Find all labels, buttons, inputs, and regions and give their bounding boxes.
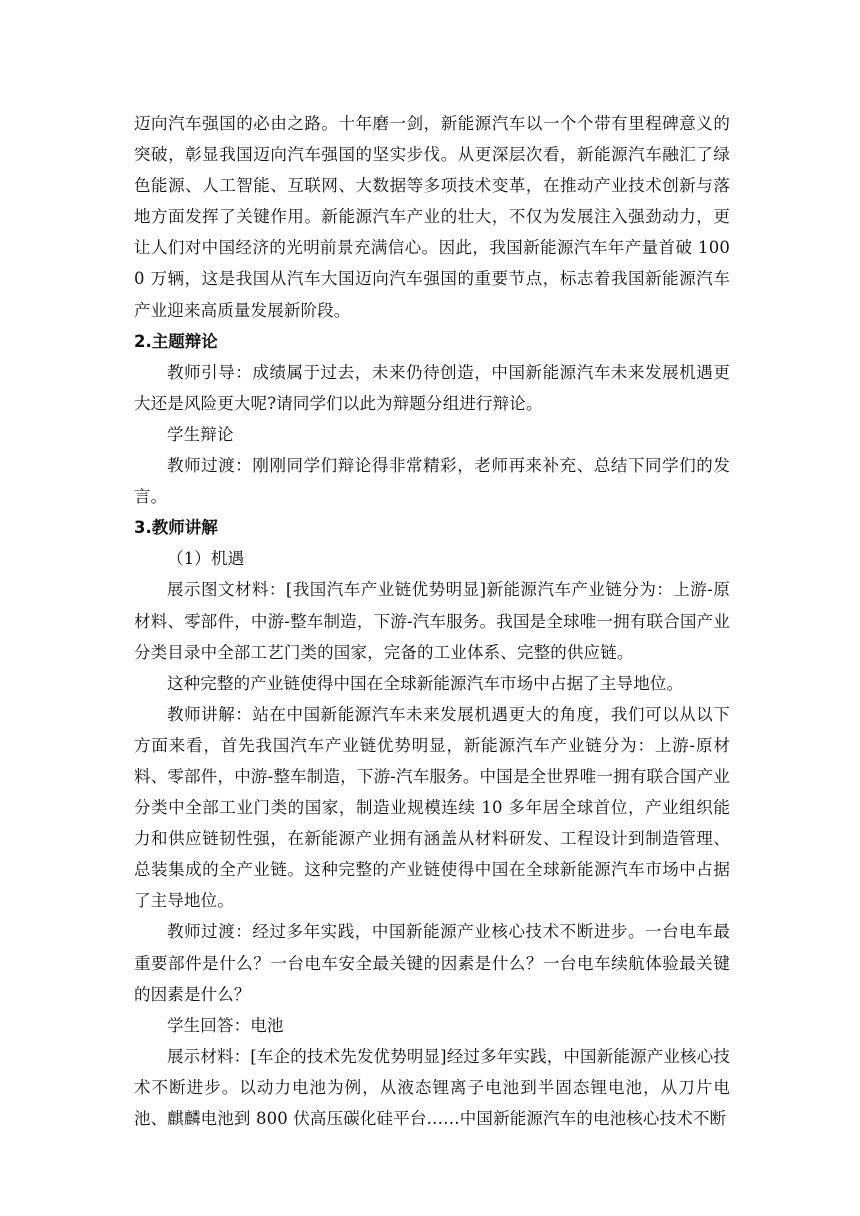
paragraph-teacher-transition: 教师过渡：刚刚同学们辩论得非常精彩，老师再来补充、总结下同学们的发言。 [134, 456, 730, 507]
paragraph-teacher-lecture: 教师讲解：站在中国新能源汽车未来发展机遇更大的角度，我们可以从以下方面来看，首先我国汽车产业链优势明显，新能源汽车产业链分为：上游-原材料、零部件，中游-整车制造，下游-汽车服务。中国是全世界唯一拥有联合国产业分类中全部工业门类的国家，制造业规模连续 10 多年居全球首位，产业组织能力和供应链韧性强，在新能源产业拥有涵盖从材料研发、工程设计到制造管理、总装集成的全产业链。这种完整的产业链使得中国在全球新能源汽车市场中占据了主导地位。 [134, 704, 730, 911]
paragraph-student-debate: 学生辩论 [167, 424, 234, 444]
paragraph-intro: 迈向汽车强国的必由之路。十年磨一剑，新能源汽车以一个个带有里程碑意义的突破，彰显我国迈向汽车强国的坚实步伐。从更深层次看，新能源汽车融汇了绿色能源、人工智能、互联网、大数据等多项技术变革，在推动产业技术创新与落地方面发挥了关键作用。新能源汽车产业的壮大，不仅为发展注入强劲动力，更让人们对中国经济的光明前景充满信心。因此，我国新能源汽车年产量首破 1000 万辆，这是我国从汽车大国迈向汽车强国的重要节点，标志着我国新能源汽车产业迎来高质量发展新阶段。 [134, 114, 730, 320]
paragraph-chain-dominance: 这种完整的产业链使得中国在全球新能源汽车市场中占据了主导地位。 [167, 673, 684, 693]
subheading-opportunity: （1）机遇 [167, 549, 245, 569]
section-heading-lecture: 3.教师讲解 [134, 518, 218, 538]
paragraph-teacher-question: 教师过渡：经过多年实践，中国新能源产业核心技术不断进步。一台电车最重要部件是什么？一台电车安全最关键的因素是什么？一台电车续航体验最关键的因素是什么？ [134, 922, 730, 1004]
section-heading-debate: 2.主题辩论 [134, 331, 218, 351]
document-body [134, 108, 730, 1134]
paragraph-student-answer: 学生回答：电池 [167, 1015, 284, 1035]
paragraph-material-battery: 展示材料：[车企的技术先发优势明显]经过多年实践，中国新能源产业核心技术不断进步。以动力电池为例，从液态锂离子电池到半固态锂电池，从刀片电池、麒麟电池到 800 伏高压碳化硅平台……中国新能源汽车的电池核心技术不断 [134, 1046, 730, 1128]
paragraph-material-chain: 展示图文材料：[我国汽车产业链优势明显]新能源汽车产业链分为：上游-原材料、零部件，中游-整车制造，下游-汽车服务。我国是全球唯一拥有联合国产业分类目录中全部工艺门类的国家，完备的工业体系、完整的供应链。 [134, 580, 730, 662]
paragraph-teacher-guide: 教师引导：成绩属于过去，未来仍待创造，中国新能源汽车未来发展机遇更大还是风险更大呢?请同学们以此为辩题分组进行辩论。 [134, 362, 730, 413]
